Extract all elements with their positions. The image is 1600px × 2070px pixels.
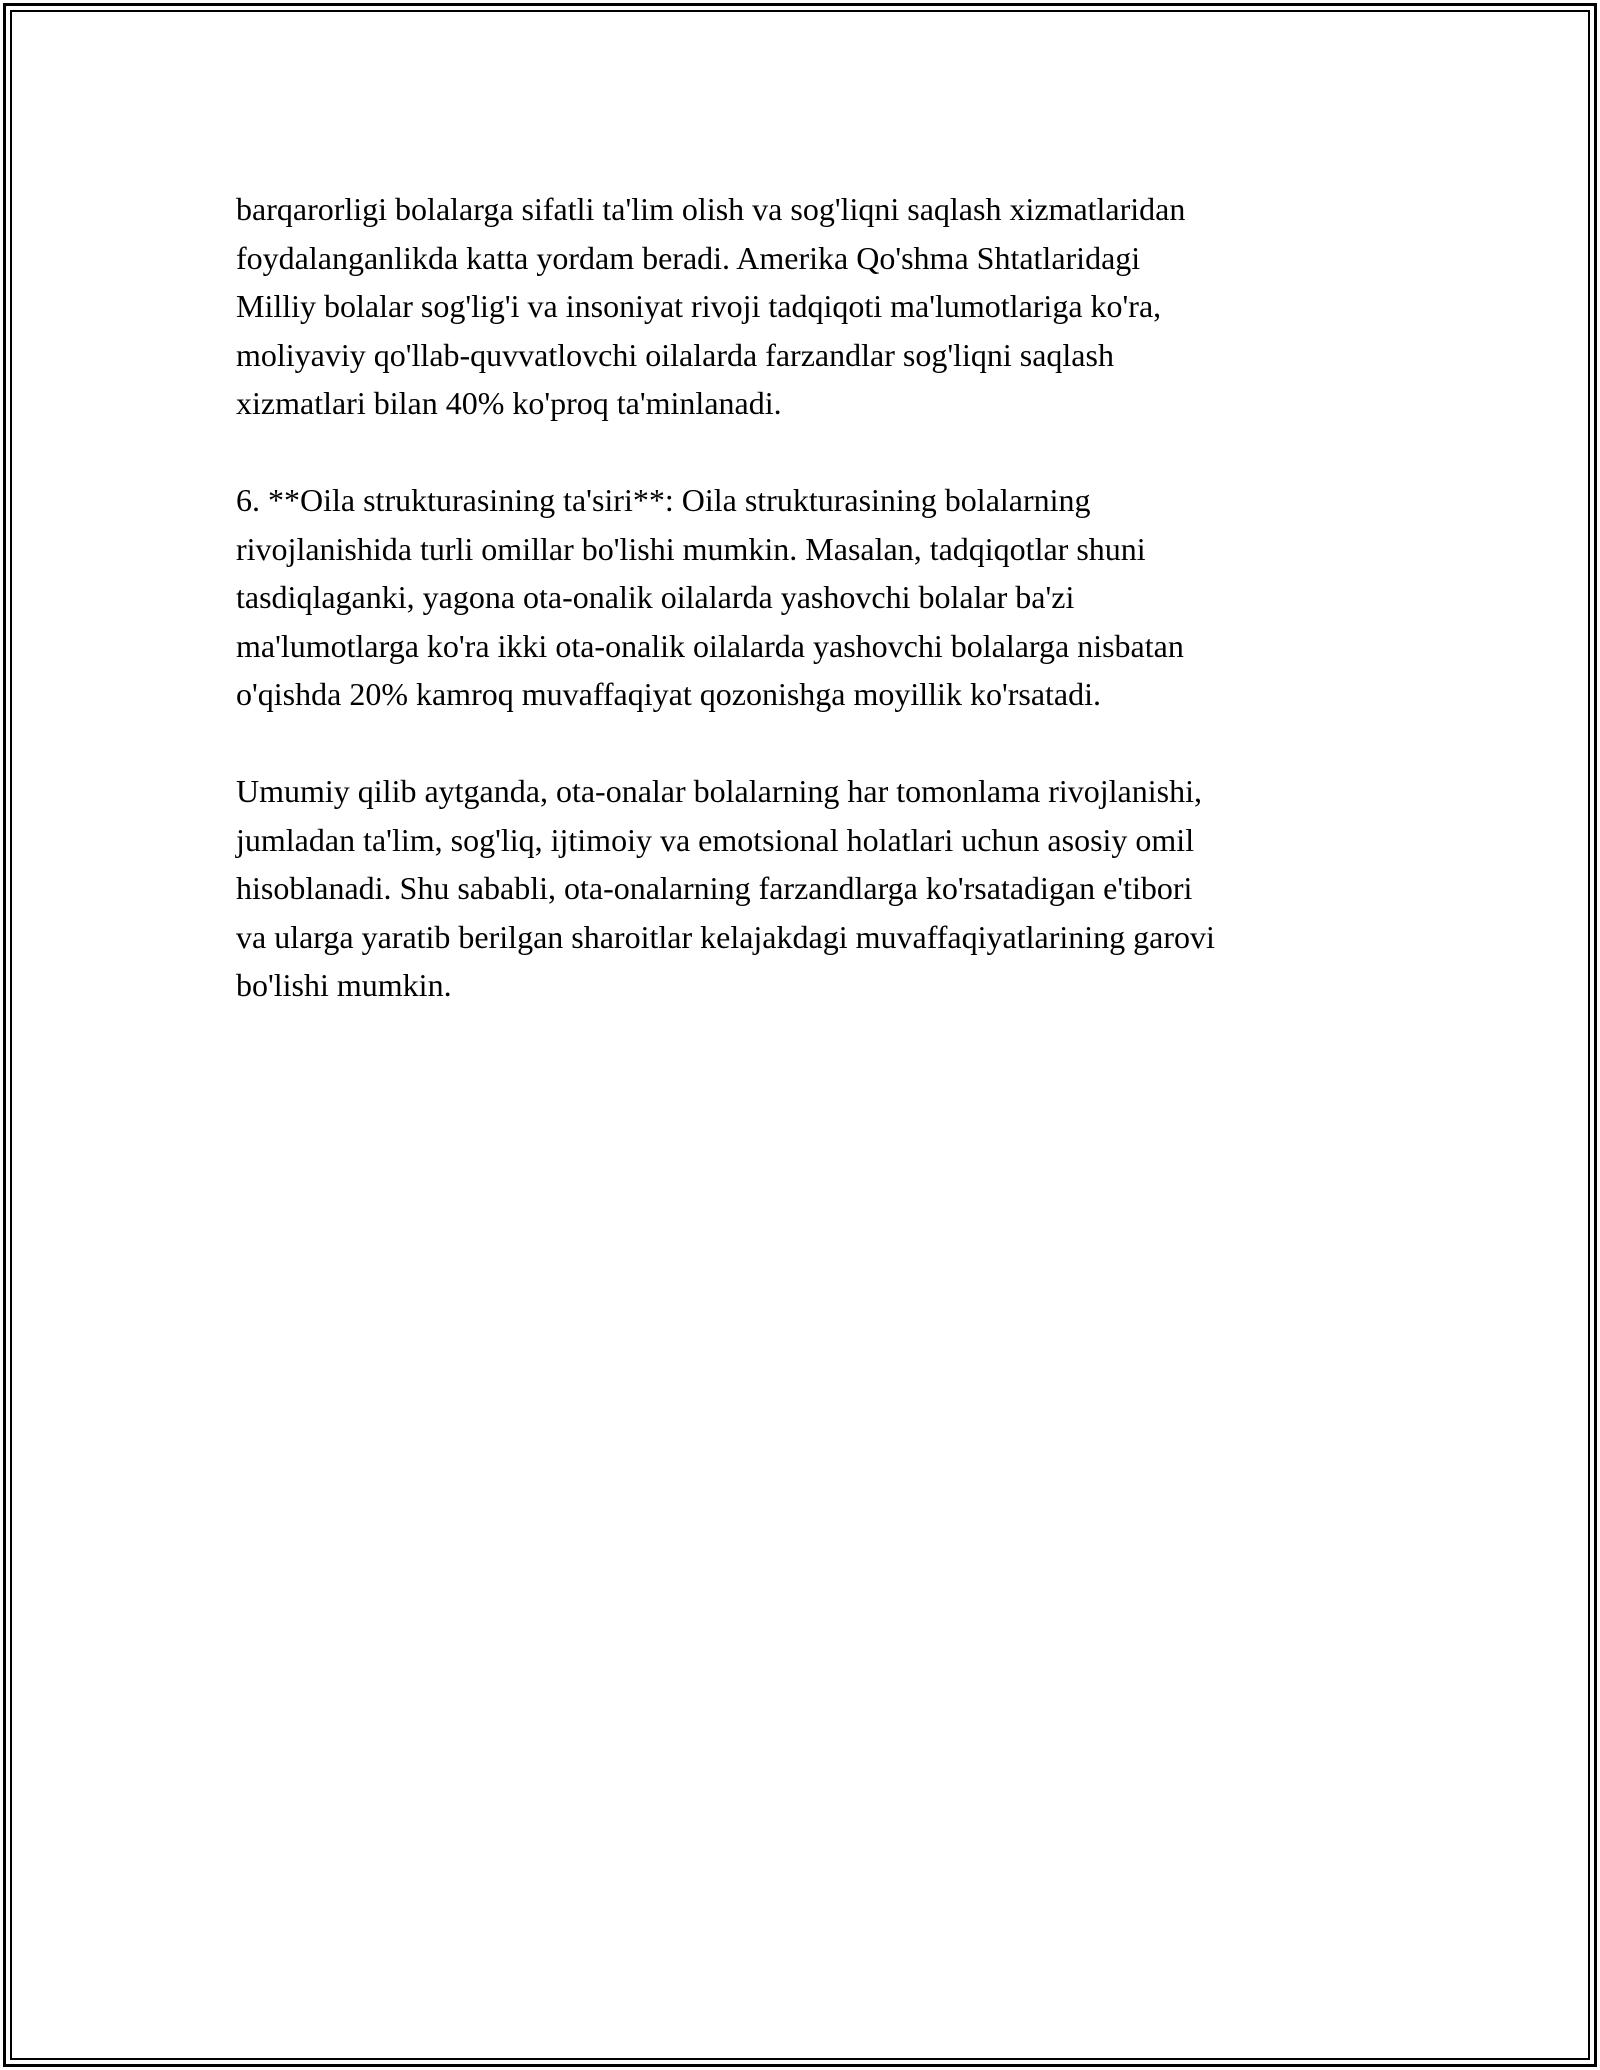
- text-line: hisoblanadi. Shu sababli, ota-onalarning farzandlarga ko'rsatadigan e'tibori: [236, 870, 1193, 906]
- text-line: moliyaviy qo'llab-quvvatlovchi oilalarda farzandlar sog'liqni saqlash: [236, 336, 1114, 373]
- text-line: foydalanganlikda katta yordam beradi. Amerika Qo'shma Shtatlaridagi: [236, 239, 1141, 276]
- text-line: jumladan ta'lim, sog'liq, ijtimoiy va emotsional holatlari uchun asosiy omil: [236, 821, 1195, 858]
- paragraph-family-structure: [236, 476, 1406, 719]
- text-line: bo'lishi mumkin.: [236, 967, 452, 1003]
- text-line: rivojlanishida turli omillar bo'lishi mumkin. Masalan, tadqiqotlar shuni: [236, 530, 1146, 567]
- paragraph-conclusion: [236, 767, 1406, 1010]
- text-line: 6. **Oila strukturasining ta'siri**: Oila strukturasining bolalarning: [236, 482, 1091, 518]
- text-line: barqarorligi bolalarga sifatli ta'lim olish va sog'liqni saqlash xizmatlaridan: [236, 191, 1186, 227]
- paragraph-financial-stability: [236, 185, 1406, 428]
- document-body: [236, 185, 1406, 1058]
- text-line: ma'lumotlarga ko'ra ikki ota-onalik oilalarda yashovchi bolalarga nisbatan: [236, 627, 1184, 664]
- text-line: xizmatlari bilan 40% ko'proq ta'minlanadi.: [236, 385, 782, 421]
- text-line: va ularga yaratib berilgan sharoitlar kelajakdagi muvaffaqiyatlarining garovi: [236, 918, 1215, 955]
- text-line: Umumiy qilib aytganda, ota-onalar bolalarning har tomonlama rivojlanishi,: [236, 773, 1202, 809]
- text-line: o'qishda 20% kamroq muvaffaqiyat qozonishga moyillik ko'rsatadi.: [236, 676, 1101, 712]
- text-line: tasdiqlaganki, yagona ota-onalik oilalarda yashovchi bolalar ba'zi: [236, 579, 1075, 615]
- text-line: Milliy bolalar sog'lig'i va insoniyat rivoji tadqiqoti ma'lumotlariga ko'ra,: [236, 288, 1162, 324]
